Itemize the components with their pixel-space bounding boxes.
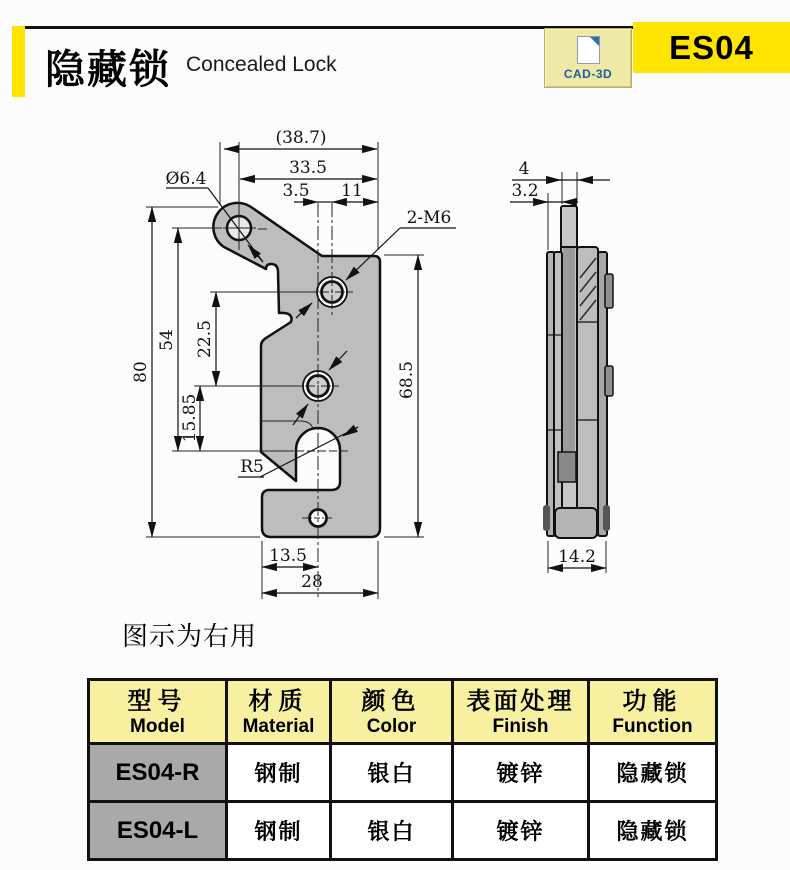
dim-1585: 15.85 xyxy=(180,393,200,443)
dim-overall-width: (38.7) xyxy=(275,128,327,148)
dim-54: 54 xyxy=(157,329,177,351)
front-outline xyxy=(213,203,380,537)
cad-badge-label: CAD-3D xyxy=(563,66,613,81)
col-model: 型号 Model xyxy=(89,680,227,744)
table-header-row xyxy=(89,680,717,744)
dim-11: 11 xyxy=(341,181,363,201)
cell-material: 钢制 xyxy=(227,802,331,860)
table-row xyxy=(89,802,717,860)
side-view xyxy=(543,206,613,538)
cell-color: 银白 xyxy=(331,802,453,860)
page-title-en: Concealed Lock xyxy=(186,53,337,76)
orientation-note: 图示为右用 xyxy=(122,621,258,651)
dim-80: 80 xyxy=(131,361,151,383)
cell-color: 银白 xyxy=(331,744,453,802)
dim-685: 68.5 xyxy=(397,361,417,399)
dim-335: 33.5 xyxy=(289,158,327,178)
cell-model: ES04-R xyxy=(89,744,227,802)
dim-hole-dia: Ø6.4 xyxy=(165,169,207,189)
front-view xyxy=(146,142,424,599)
cell-finish: 镀锌 xyxy=(453,802,589,860)
cell-material: 钢制 xyxy=(227,744,331,802)
dim-225: 22.5 xyxy=(195,320,215,358)
dim-28: 28 xyxy=(301,572,323,592)
dim-135: 13.5 xyxy=(269,546,307,566)
dim-35: 3.5 xyxy=(282,181,310,201)
cell-model: ES04-L xyxy=(89,802,227,860)
table-row xyxy=(89,744,717,802)
cell-function: 隐藏锁 xyxy=(589,802,717,860)
product-code: ES04 xyxy=(669,28,754,66)
col-color: 颜色 Color xyxy=(331,680,453,744)
spec-table xyxy=(87,678,718,861)
dim-32: 3.2 xyxy=(511,181,539,201)
col-material: 材质 Material xyxy=(227,680,331,744)
dim-4: 4 xyxy=(518,159,530,179)
cell-function: 隐藏锁 xyxy=(589,744,717,802)
page-title-cn: 隐藏锁 xyxy=(45,48,171,92)
dim-thread: 2-M6 xyxy=(406,208,452,228)
col-finish: 表面处理 Finish xyxy=(453,680,589,744)
col-function: 功能 Function xyxy=(589,680,717,744)
dim-142: 14.2 xyxy=(558,547,596,567)
dim-r5: R5 xyxy=(240,457,264,477)
cell-finish: 镀锌 xyxy=(453,744,589,802)
